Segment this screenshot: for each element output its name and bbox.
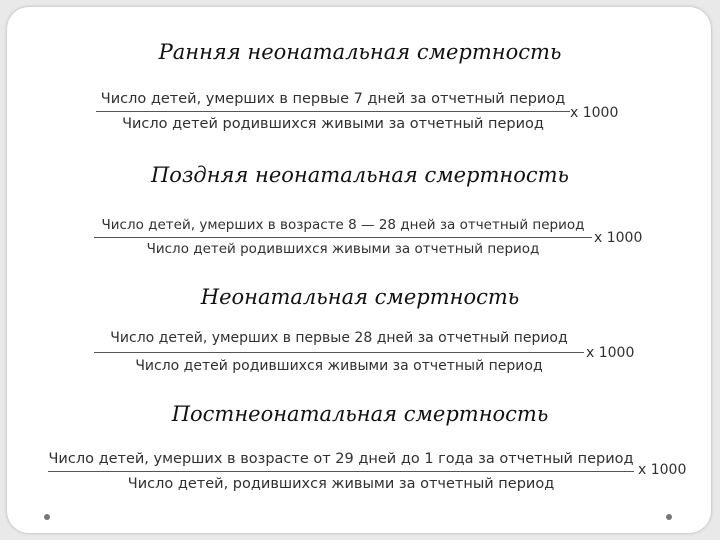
formula-denominator: Число детей родившихся живыми за отчетный период [135,358,543,374]
heading-neonatal-mortality: Неонатальная смертность [200,285,520,309]
formula-multiplier: x 1000 [586,345,635,361]
fraction-bar [96,111,570,112]
heading-late-neonatal-mortality: Поздняя неонатальная смертность [150,163,569,187]
formula-denominator: Число детей, родившихся живыми за отчетный период [127,476,555,492]
formula-multiplier: x 1000 [594,230,643,246]
formula-late-neonatal [94,217,592,261]
fraction-bar [48,471,634,472]
formula-multiplier: x 1000 [570,105,619,121]
heading-early-neonatal-mortality: Ранняя неонатальная смертность [158,40,562,64]
fraction-bar [94,237,592,238]
formula-denominator: Число детей родившихся живыми за отчетный период [146,241,540,257]
fraction-bar [94,352,584,353]
decorative-dot-right [666,514,672,520]
formula-numerator: Число детей, умерших в возрасте 8 — 28 дней за отчетный период [101,217,585,233]
formula-numerator: Число детей, умерших в первые 7 дней за отчетный период [100,91,566,107]
formula-early-neonatal [96,91,570,137]
formula-multiplier: x 1000 [638,462,687,478]
decorative-dot-left [44,514,50,520]
formula-numerator: Число детей, умерших в первые 28 дней за отчетный период [110,330,568,346]
formula-postneonatal [48,451,634,497]
heading-postneonatal-mortality: Постнеонатальная смертность [171,402,549,426]
formula-numerator: Число детей, умерших в возрасте от 29 дней до 1 года за отчетный период [48,451,634,467]
formula-denominator: Число детей родившихся живыми за отчетный период [122,116,544,132]
formula-neonatal [94,330,584,376]
